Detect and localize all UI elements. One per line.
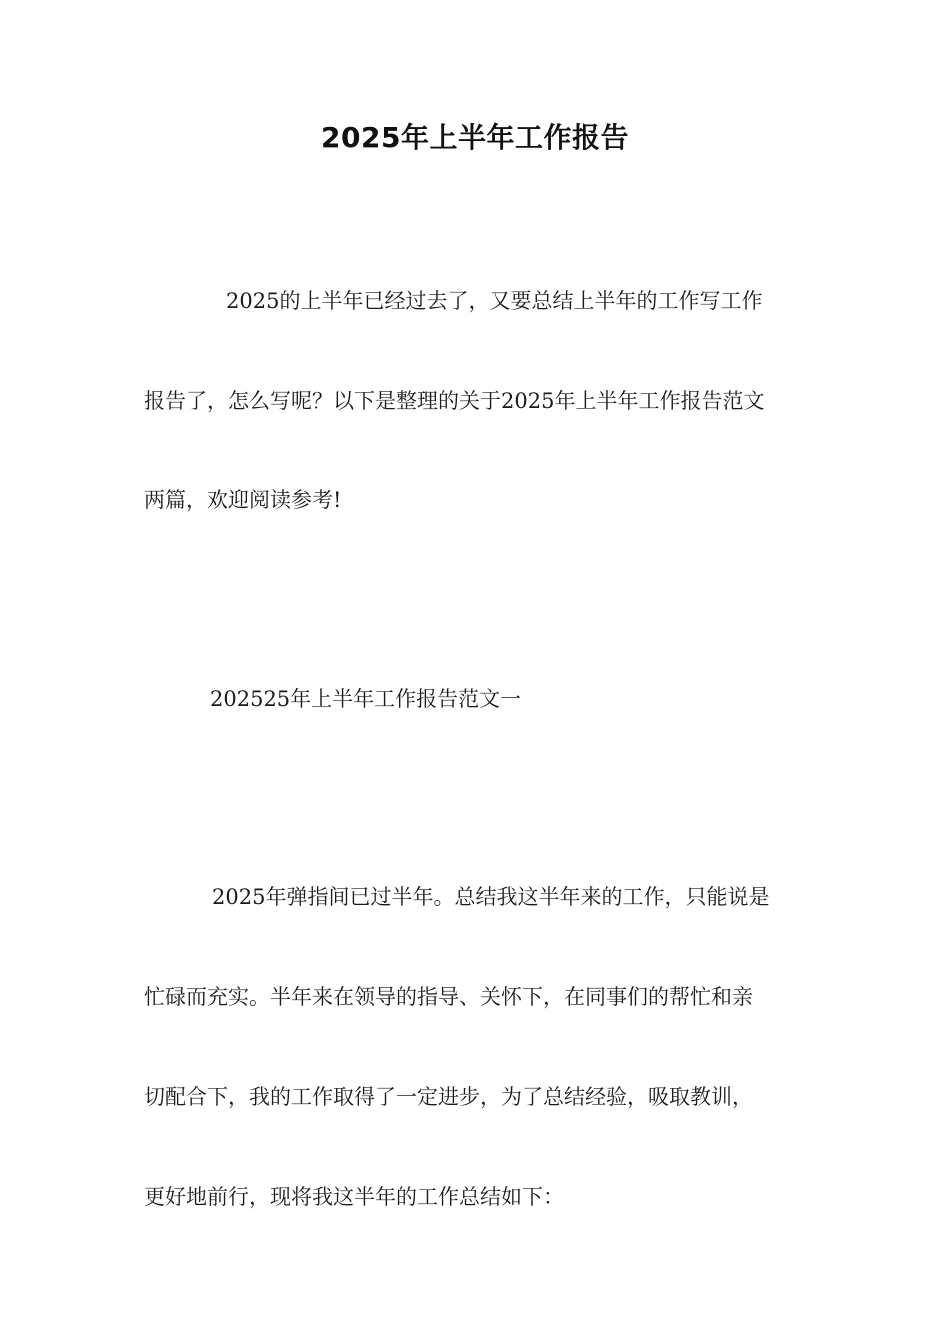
intro-line-3: 两篇，欢迎阅读参考! — [144, 488, 342, 512]
section-heading: 202525年上半年工作报告范文一 — [210, 687, 522, 711]
intro-line-1: 2025的上半年已经过去了，又要总结上半年的工作写工作 — [226, 289, 763, 313]
body-line-3: 切配合下，我的工作取得了一定进步，为了总结经验，吸取教训， — [144, 1085, 753, 1109]
body-line-2: 忙碌而充实。半年来在领导的指导、关怀下，在同事们的帮忙和亲 — [144, 985, 753, 1009]
document-title: 2025年上半年工作报告 — [321, 121, 629, 154]
body-line-1: 2025年弹指间已过半年。总结我这半年来的工作，只能说是 — [212, 885, 770, 909]
body-line-4: 更好地前行，现将我这半年的工作总结如下： — [144, 1185, 564, 1209]
intro-line-2: 报告了，怎么写呢？以下是整理的关于2025年上半年工作报告范文 — [144, 389, 765, 413]
